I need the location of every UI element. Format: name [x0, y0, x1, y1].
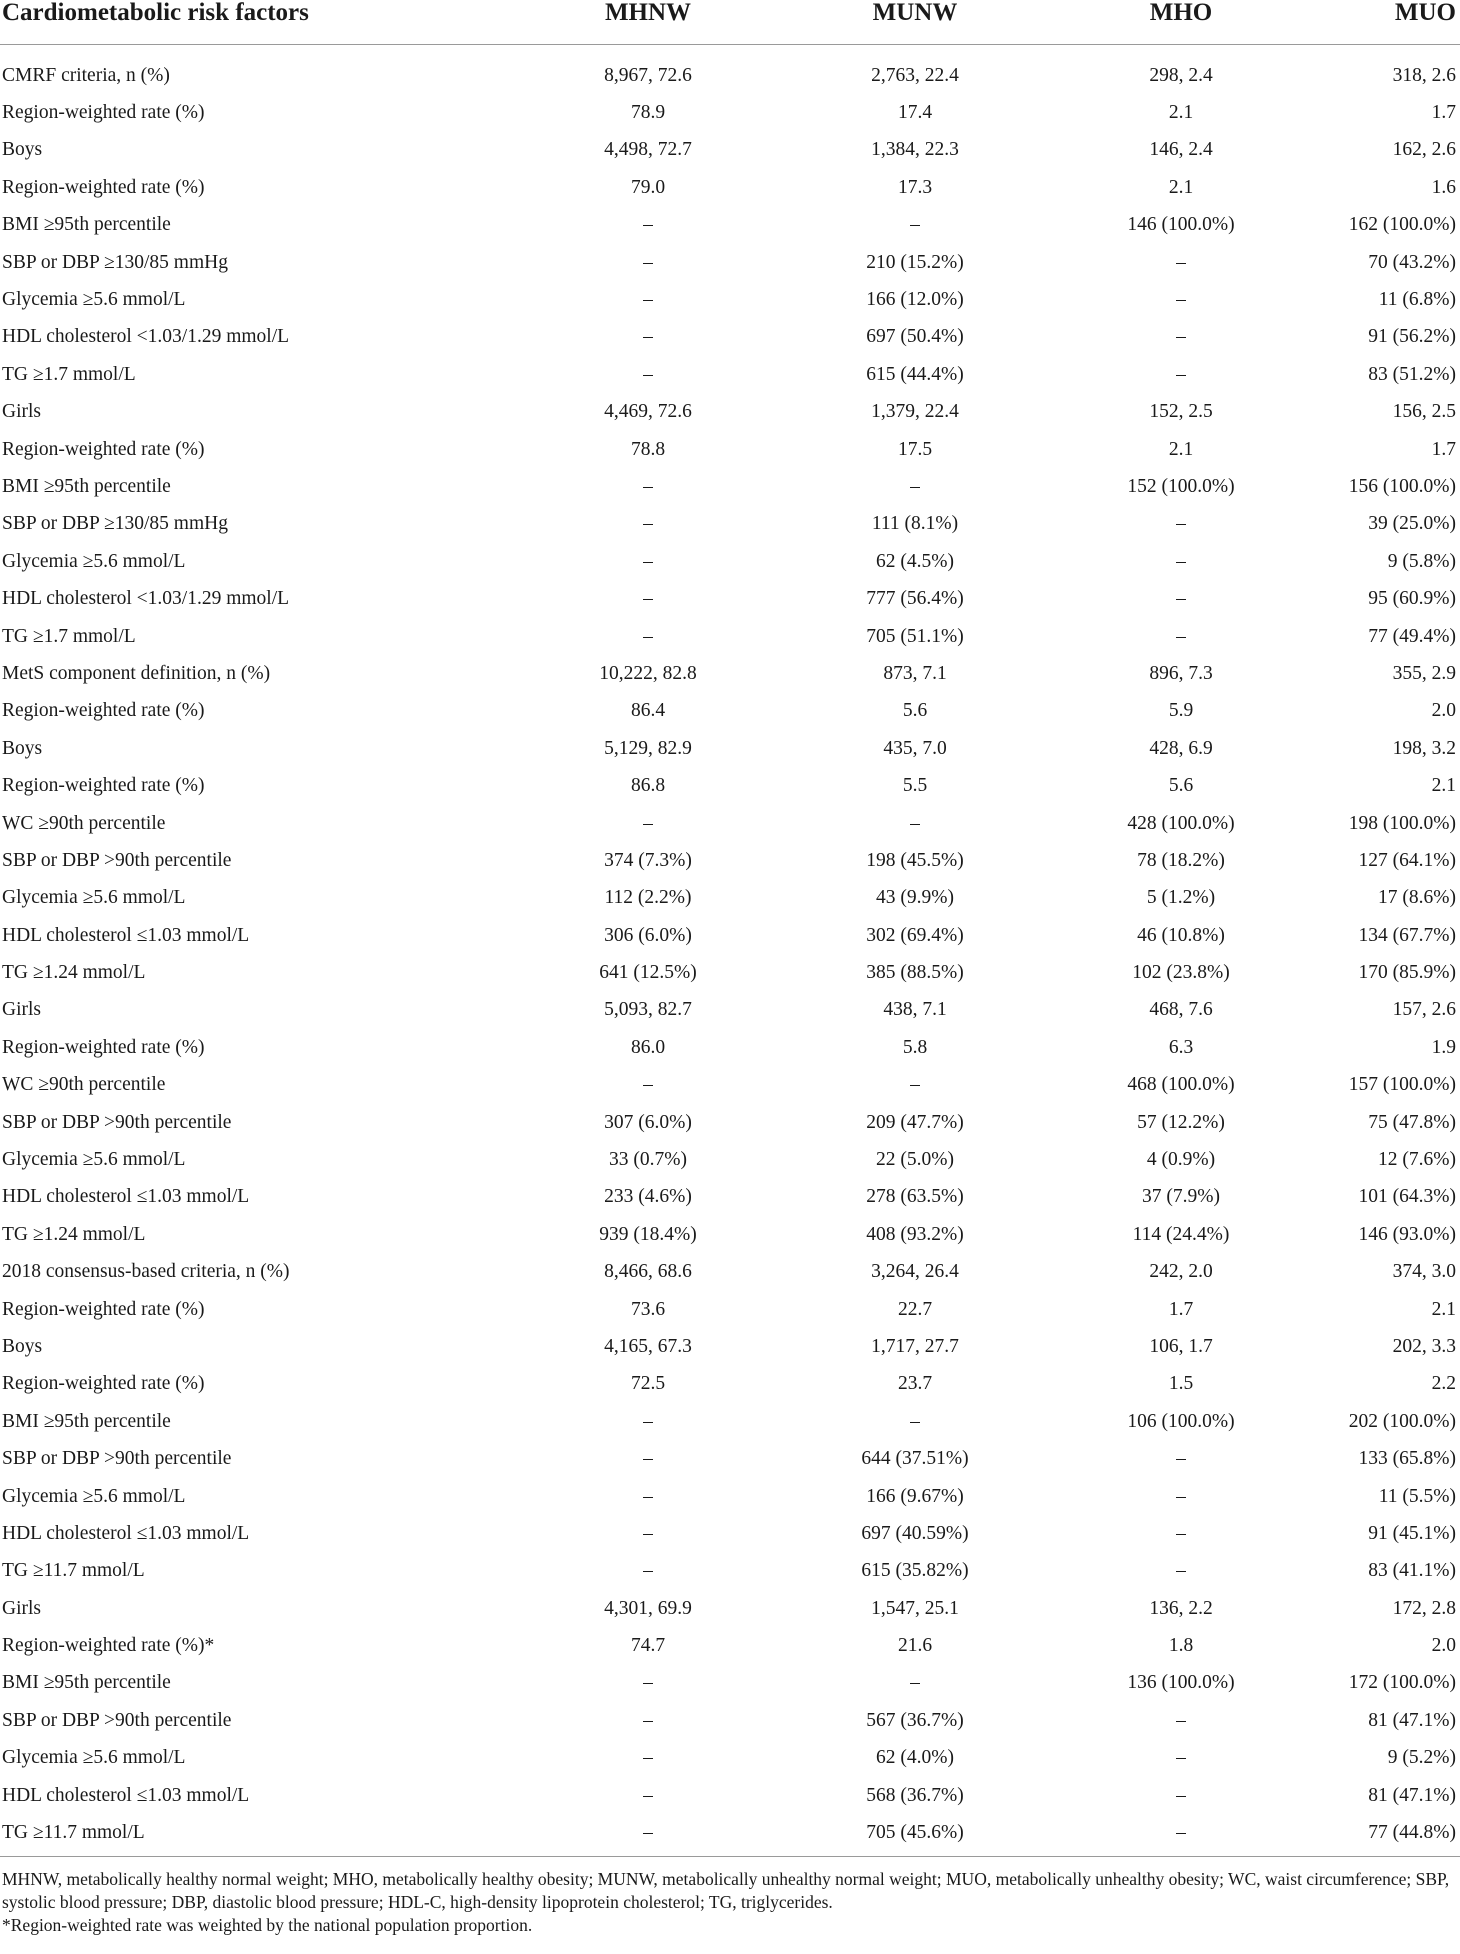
table-row	[0, 730, 1460, 767]
table-row	[0, 805, 1460, 842]
cell-mhnw: 307 (6.0%)	[604, 1111, 692, 1133]
row-label: Region-weighted rate (%)*	[2, 1635, 215, 1657]
cell-munw: –	[910, 812, 920, 834]
table-row	[0, 506, 1460, 543]
cell-mhnw: 5,093, 82.7	[604, 999, 692, 1021]
row-label: HDL cholesterol ≤1.03 mmol/L	[2, 1186, 250, 1208]
cell-mho: –	[1176, 1560, 1186, 1582]
cell-munw: 408 (93.2%)	[866, 1223, 964, 1245]
row-label: SBP or DBP >90th percentile	[2, 1448, 232, 1470]
cell-muo: 11 (6.8%)	[1378, 289, 1456, 311]
row-label: BMI ≥95th percentile	[2, 1410, 171, 1432]
row-label: HDL cholesterol <1.03/1.29 mmol/L	[2, 326, 290, 348]
table-footnotes	[2, 1868, 1456, 1937]
cell-mhnw: 78.9	[630, 102, 666, 124]
row-label: SBP or DBP ≥130/85 mmHg	[2, 513, 228, 535]
cell-munw: 1,547, 25.1	[871, 1597, 959, 1619]
cell-muo: 198 (100.0%)	[1348, 812, 1456, 834]
table-row	[0, 842, 1460, 879]
cell-munw: 198 (45.5%)	[866, 849, 964, 871]
cell-munw: 302 (69.4%)	[866, 924, 964, 946]
table-row	[0, 1141, 1460, 1178]
cell-muo: 101 (64.3%)	[1358, 1186, 1456, 1208]
row-label: Glycemia ≥5.6 mmol/L	[2, 550, 186, 572]
cell-mho: 106, 1.7	[1149, 1335, 1213, 1357]
row-label: Glycemia ≥5.6 mmol/L	[2, 887, 186, 909]
cell-mhnw: –	[643, 326, 653, 348]
cell-munw: –	[910, 475, 920, 497]
cell-munw: 21.6	[897, 1635, 933, 1657]
row-label: TG ≥1.24 mmol/L	[2, 962, 146, 984]
cell-muo: 1.9	[1431, 1036, 1456, 1058]
cell-muo: 91 (56.2%)	[1368, 326, 1456, 348]
table-row	[0, 1814, 1460, 1856]
table-row	[0, 1740, 1460, 1777]
cell-mho: –	[1176, 513, 1186, 535]
cell-munw: 2,763, 22.4	[871, 64, 959, 86]
cell-munw: 62 (4.0%)	[876, 1747, 954, 1769]
cell-mho: 896, 7.3	[1149, 662, 1213, 684]
column-header-muo: MUO	[1312, 0, 1460, 45]
table-row	[0, 356, 1460, 393]
cell-munw: –	[910, 1074, 920, 1096]
cell-mho: 1.7	[1168, 1298, 1194, 1320]
cell-muo: 77 (49.4%)	[1368, 625, 1456, 647]
row-label: Boys	[2, 1335, 43, 1357]
cell-muo: 318, 2.6	[1392, 64, 1456, 86]
cell-mho: 102 (23.8%)	[1132, 962, 1230, 984]
cell-munw: 385 (88.5%)	[866, 962, 964, 984]
cell-munw: 873, 7.1	[883, 662, 947, 684]
table-header	[0, 0, 1460, 45]
cell-munw: 17.5	[897, 438, 933, 460]
cell-mhnw: 5,129, 82.9	[604, 737, 692, 759]
cell-munw: 615 (35.82%)	[861, 1560, 969, 1582]
cell-mho: –	[1176, 1784, 1186, 1806]
table-row	[0, 693, 1460, 730]
cell-mho: 152, 2.5	[1149, 401, 1213, 423]
cell-muo: 127 (64.1%)	[1358, 849, 1456, 871]
cell-mho: 5.9	[1168, 700, 1194, 722]
cell-mho: –	[1176, 326, 1186, 348]
table-row	[0, 954, 1460, 991]
cell-muo: 11 (5.5%)	[1378, 1485, 1456, 1507]
row-label: 2018 consensus-based criteria, n (%)	[2, 1261, 290, 1283]
cell-muo: 1.7	[1431, 102, 1456, 124]
row-label: SBP or DBP >90th percentile	[2, 1111, 232, 1133]
cell-mho: 6.3	[1168, 1036, 1194, 1058]
cell-muo: 162, 2.6	[1392, 139, 1456, 161]
cell-mho: –	[1176, 363, 1186, 385]
row-label: MetS component definition, n (%)	[2, 662, 271, 684]
cell-munw: 22 (5.0%)	[876, 1149, 954, 1171]
row-label: SBP or DBP >90th percentile	[2, 849, 232, 871]
table-row	[0, 1478, 1460, 1515]
cell-mho: –	[1176, 1448, 1186, 1470]
cell-munw: 62 (4.5%)	[876, 550, 954, 572]
cell-mho: 5 (1.2%)	[1146, 887, 1216, 909]
table-row	[0, 1029, 1460, 1066]
cell-mho: 152 (100.0%)	[1127, 475, 1235, 497]
cell-mhnw: –	[643, 1560, 653, 1582]
row-label: Region-weighted rate (%)	[2, 1036, 205, 1058]
row-label: BMI ≥95th percentile	[2, 1672, 171, 1694]
table-row	[0, 244, 1460, 281]
table-row	[0, 45, 1460, 95]
cell-mhnw: –	[643, 1410, 653, 1432]
cell-muo: 198, 3.2	[1392, 737, 1456, 759]
row-label: Region-weighted rate (%)	[2, 775, 205, 797]
table-row	[0, 132, 1460, 169]
table-row	[0, 169, 1460, 206]
table-row	[0, 1254, 1460, 1291]
cell-munw: 209 (47.7%)	[866, 1111, 964, 1133]
row-label: BMI ≥95th percentile	[2, 475, 171, 497]
cell-muo: 355, 2.9	[1392, 662, 1456, 684]
table-row	[0, 468, 1460, 505]
cell-munw: 697 (50.4%)	[866, 326, 964, 348]
cell-mho: –	[1176, 1709, 1186, 1731]
cell-mho: –	[1176, 1747, 1186, 1769]
table-row	[0, 1104, 1460, 1141]
cell-mho: –	[1176, 289, 1186, 311]
table-row	[0, 1440, 1460, 1477]
cell-munw: 3,264, 26.4	[871, 1261, 959, 1283]
cell-mho: 468 (100.0%)	[1127, 1074, 1235, 1096]
table-row	[0, 580, 1460, 617]
cell-muo: 170 (85.9%)	[1358, 962, 1456, 984]
cell-mhnw: –	[643, 1784, 653, 1806]
cell-munw: 1,717, 27.7	[871, 1335, 959, 1357]
cell-mho: 2.1	[1168, 102, 1194, 124]
cell-mhnw: 4,301, 69.9	[604, 1597, 692, 1619]
cell-munw: 567 (36.7%)	[866, 1709, 964, 1731]
cell-munw: 568 (36.7%)	[866, 1784, 964, 1806]
cell-mho: 136 (100.0%)	[1127, 1672, 1235, 1694]
cell-mho: –	[1040, 1814, 1312, 1856]
cell-muo: 2.2	[1431, 1373, 1456, 1395]
cell-mho: 1.8	[1168, 1635, 1194, 1657]
table-row	[0, 94, 1460, 131]
cell-muo: 2.1	[1431, 775, 1456, 797]
cell-mho: 428, 6.9	[1149, 737, 1213, 759]
cell-muo: 157, 2.6	[1392, 999, 1456, 1021]
table-row	[0, 281, 1460, 318]
cell-munw: 435, 7.0	[883, 737, 947, 759]
cell-mhnw: 112 (2.2%)	[604, 887, 692, 909]
cell-muo: 374, 3.0	[1392, 1261, 1456, 1283]
row-label: Girls	[2, 401, 41, 423]
cell-mhnw: 233 (4.6%)	[604, 1186, 692, 1208]
cell-munw: –	[910, 1410, 920, 1432]
cell-mhnw: 74.7	[630, 1635, 666, 1657]
cell-munw: 166 (12.0%)	[866, 289, 964, 311]
cell-mho: 5.6	[1168, 775, 1194, 797]
row-label: Region-weighted rate (%)	[2, 1373, 205, 1395]
cell-muo: 95 (60.9%)	[1368, 588, 1456, 610]
cell-mhnw: –	[643, 1074, 653, 1096]
row-label: TG ≥1.24 mmol/L	[2, 1223, 146, 1245]
cell-muo: 156, 2.5	[1392, 401, 1456, 423]
cell-muo: 77 (44.8%)	[1312, 1814, 1460, 1856]
column-header-mhnw: MHNW	[456, 0, 750, 45]
cell-mhnw: –	[643, 1747, 653, 1769]
column-header-mho: MHO	[1040, 0, 1312, 45]
cell-mhnw: –	[643, 1485, 653, 1507]
cell-mho: 2.1	[1168, 438, 1194, 460]
cell-muo: 156 (100.0%)	[1348, 475, 1456, 497]
cell-mhnw: 306 (6.0%)	[604, 924, 692, 946]
row-label: BMI ≥95th percentile	[2, 214, 171, 236]
table-row	[0, 880, 1460, 917]
cell-muo: 202, 3.3	[1392, 1335, 1456, 1357]
cell-mho: 298, 2.4	[1149, 64, 1213, 86]
cell-mho: 428 (100.0%)	[1127, 812, 1235, 834]
table-row	[0, 1777, 1460, 1814]
row-label: TG ≥1.7 mmol/L	[2, 625, 136, 647]
table-row	[0, 431, 1460, 468]
row-label: Region-weighted rate (%)	[2, 176, 205, 198]
row-label: Boys	[2, 139, 43, 161]
table-body	[0, 45, 1460, 1857]
cell-muo: 81 (47.1%)	[1368, 1784, 1456, 1806]
cell-muo: 70 (43.2%)	[1368, 251, 1456, 273]
cell-mho: 37 (7.9%)	[1142, 1186, 1220, 1208]
cell-mho: –	[1176, 588, 1186, 610]
cell-mhnw: 374 (7.3%)	[604, 849, 692, 871]
cell-mhnw: 86.0	[630, 1036, 666, 1058]
cell-muo: 2.0	[1431, 1635, 1456, 1657]
cell-mho: –	[1176, 1485, 1186, 1507]
table-row	[0, 1515, 1460, 1552]
cell-muo: 9 (5.8%)	[1387, 550, 1456, 572]
cell-mho: 242, 2.0	[1149, 1261, 1213, 1283]
cell-mhnw: –	[643, 363, 653, 385]
cell-mho: 146 (100.0%)	[1127, 214, 1235, 236]
row-label: HDL cholesterol <1.03/1.29 mmol/L	[2, 588, 290, 610]
cell-mho: 78 (18.2%)	[1137, 849, 1225, 871]
table-row	[0, 1366, 1460, 1403]
row-label: Region-weighted rate (%)	[2, 1298, 205, 1320]
row-label: Girls	[2, 1597, 41, 1619]
row-label: CMRF criteria, n (%)	[2, 64, 170, 86]
cell-mho: –	[1176, 1522, 1186, 1544]
cell-mhnw: –	[643, 550, 653, 572]
cell-mhnw: –	[643, 251, 653, 273]
cell-muo: 133 (65.8%)	[1358, 1448, 1456, 1470]
cell-mhnw: 78.8	[630, 438, 666, 460]
cell-munw: 697 (40.59%)	[861, 1522, 969, 1544]
cell-mho: 4 (0.9%)	[1146, 1149, 1216, 1171]
cell-mhnw: –	[643, 1672, 653, 1694]
cell-mhnw: –	[643, 1522, 653, 1544]
cell-muo: 1.7	[1431, 438, 1456, 460]
column-header-munw: MUNW	[750, 0, 1040, 45]
cell-munw: 111 (8.1%)	[871, 513, 959, 535]
row-label: WC ≥90th percentile	[2, 812, 166, 834]
cell-munw: 644 (37.51%)	[861, 1448, 969, 1470]
cell-muo: 172 (100.0%)	[1348, 1672, 1456, 1694]
table-row	[0, 394, 1460, 431]
table-row	[0, 1179, 1460, 1216]
table-row	[0, 1627, 1460, 1664]
cell-mhnw: 86.4	[630, 700, 666, 722]
cell-munw: 278 (63.5%)	[866, 1186, 964, 1208]
cell-muo: 146 (93.0%)	[1358, 1223, 1456, 1245]
cell-mhnw: 4,165, 67.3	[604, 1335, 692, 1357]
asterisk-footnote: *Region-weighted rate was weighted by the national population proportion.	[2, 1915, 533, 1935]
row-label: Region-weighted rate (%)	[2, 438, 205, 460]
cell-mhnw: –	[643, 812, 653, 834]
header-row	[0, 0, 1460, 45]
row-label: HDL cholesterol ≤1.03 mmol/L	[2, 1522, 250, 1544]
cell-mhnw: –	[643, 214, 653, 236]
table-row	[0, 1665, 1460, 1702]
table-row	[0, 1216, 1460, 1253]
cell-mhnw: –	[643, 289, 653, 311]
cell-munw: 5.6	[902, 700, 928, 722]
table-row	[0, 767, 1460, 804]
cell-mhnw: 4,469, 72.6	[604, 401, 692, 423]
cell-mhnw: –	[643, 475, 653, 497]
column-header-risk-factors: Cardiometabolic risk factors	[0, 0, 456, 45]
row-label: SBP or DBP ≥130/85 mmHg	[2, 251, 228, 273]
cell-muo: 91 (45.1%)	[1368, 1522, 1456, 1544]
cell-muo: 172, 2.8	[1392, 1597, 1456, 1619]
cell-munw: 777 (56.4%)	[866, 588, 964, 610]
cell-mho: 106 (100.0%)	[1127, 1410, 1235, 1432]
cell-munw: 705 (51.1%)	[866, 625, 964, 647]
cell-munw: 438, 7.1	[883, 999, 947, 1021]
cell-mho: 146, 2.4	[1149, 139, 1213, 161]
cell-mhnw: 4,498, 72.7	[604, 139, 692, 161]
row-label: Region-weighted rate (%)	[2, 102, 205, 124]
cell-muo: 12 (7.6%)	[1378, 1149, 1456, 1171]
row-label: TG ≥1.7 mmol/L	[2, 363, 136, 385]
cell-mho: –	[1176, 625, 1186, 647]
cell-mhnw: –	[643, 1448, 653, 1470]
cell-mhnw: 33 (0.7%)	[609, 1149, 687, 1171]
cell-munw: 1,384, 22.3	[871, 139, 959, 161]
cell-mhnw: 8,967, 72.6	[604, 64, 692, 86]
abbreviations-footnote: MHNW, metabolically healthy normal weight; MHO, metabolically healthy obesity; MUNW, metabolically unhealthy normal weight; MUO, metabolically unhealthy obesity; WC, waist circumference; SBP, systolic blood pressure; DBP, diastolic blood pressure; HDL-C, high-density lipoprotein cholesterol; TG, triglycerides.	[2, 1869, 1450, 1912]
row-label: Region-weighted rate (%)	[2, 700, 205, 722]
table-row	[0, 992, 1460, 1029]
cell-mho: 136, 2.2	[1149, 1597, 1213, 1619]
cell-munw: 23.7	[897, 1373, 933, 1395]
cell-mho: 1.5	[1168, 1373, 1194, 1395]
cell-munw: 43 (9.9%)	[876, 887, 954, 909]
table-row	[0, 618, 1460, 655]
cell-munw: 615 (44.4%)	[866, 363, 964, 385]
cell-muo: 39 (25.0%)	[1368, 513, 1456, 535]
cell-muo: 2.0	[1431, 700, 1456, 722]
cell-munw: 17.4	[897, 102, 933, 124]
cell-muo: 1.6	[1431, 176, 1456, 198]
cell-mhnw: 8,466, 68.6	[604, 1261, 692, 1283]
cell-munw: 17.3	[897, 176, 933, 198]
cell-mhnw: –	[643, 1709, 653, 1731]
cell-muo: 162 (100.0%)	[1348, 214, 1456, 236]
cell-muo: 83 (41.1%)	[1368, 1560, 1456, 1582]
cell-munw: 5.5	[902, 775, 928, 797]
cell-mho: 2.1	[1168, 176, 1194, 198]
cell-mhnw: 939 (18.4%)	[599, 1223, 697, 1245]
cell-muo: 83 (51.2%)	[1368, 363, 1456, 385]
cell-muo: 17 (8.6%)	[1378, 887, 1456, 909]
cell-mhnw: 641 (12.5%)	[599, 962, 697, 984]
cell-muo: 81 (47.1%)	[1368, 1709, 1456, 1731]
row-label: Glycemia ≥5.6 mmol/L	[2, 1149, 186, 1171]
row-label: Boys	[2, 737, 43, 759]
cell-muo: 2.1	[1431, 1298, 1456, 1320]
cell-mhnw: 86.8	[630, 775, 666, 797]
cell-munw: –	[910, 1672, 920, 1694]
cell-muo: 75 (47.8%)	[1368, 1111, 1456, 1133]
table-row	[0, 1328, 1460, 1365]
cell-mho: –	[1176, 251, 1186, 273]
cell-munw: 1,379, 22.4	[871, 401, 959, 423]
cell-muo: 157 (100.0%)	[1348, 1074, 1456, 1096]
cell-mho: 46 (10.8%)	[1137, 924, 1225, 946]
row-label: HDL cholesterol ≤1.03 mmol/L	[2, 1784, 250, 1806]
cell-munw: 210 (15.2%)	[866, 251, 964, 273]
table-row	[0, 655, 1460, 692]
table-row	[0, 1553, 1460, 1590]
cell-mhnw: –	[456, 1814, 750, 1856]
cell-mhnw: 73.6	[630, 1298, 666, 1320]
table-row	[0, 917, 1460, 954]
cell-munw: –	[910, 214, 920, 236]
cell-mhnw: 72.5	[630, 1373, 666, 1395]
row-label: Glycemia ≥5.6 mmol/L	[2, 1485, 186, 1507]
cell-muo: 202 (100.0%)	[1348, 1410, 1456, 1432]
cell-mhnw: –	[643, 513, 653, 535]
row-label: Glycemia ≥5.6 mmol/L	[2, 289, 186, 311]
table-row	[0, 1590, 1460, 1627]
cell-mhnw: –	[643, 625, 653, 647]
cell-mho: 57 (12.2%)	[1137, 1111, 1225, 1133]
cell-mhnw: 79.0	[630, 176, 666, 198]
table-row	[0, 1702, 1460, 1739]
table-row	[0, 1067, 1460, 1104]
cell-munw: 22.7	[897, 1298, 933, 1320]
table-row	[0, 1291, 1460, 1328]
row-label: TG ≥11.7 mmol/L	[0, 1814, 456, 1856]
row-label: SBP or DBP >90th percentile	[2, 1709, 232, 1731]
cell-mho: 468, 7.6	[1149, 999, 1213, 1021]
cell-mho: 114 (24.4%)	[1132, 1223, 1230, 1245]
table-row	[0, 319, 1460, 356]
table-row	[0, 207, 1460, 244]
cell-munw: 705 (45.6%)	[750, 1814, 1040, 1856]
row-label: Girls	[2, 999, 41, 1021]
row-label: Glycemia ≥5.6 mmol/L	[2, 1747, 186, 1769]
cell-mho: –	[1176, 550, 1186, 572]
cell-muo: 134 (67.7%)	[1358, 924, 1456, 946]
row-label: HDL cholesterol ≤1.03 mmol/L	[2, 924, 250, 946]
cell-mhnw: 10,222, 82.8	[599, 662, 697, 684]
cell-munw: 166 (9.67%)	[866, 1485, 964, 1507]
table-row	[0, 1403, 1460, 1440]
row-label: WC ≥90th percentile	[2, 1074, 166, 1096]
cell-muo: 9 (5.2%)	[1387, 1747, 1456, 1769]
cell-mhnw: –	[643, 588, 653, 610]
table-row	[0, 543, 1460, 580]
cell-munw: 5.8	[902, 1036, 928, 1058]
row-label: TG ≥11.7 mmol/L	[2, 1560, 145, 1582]
